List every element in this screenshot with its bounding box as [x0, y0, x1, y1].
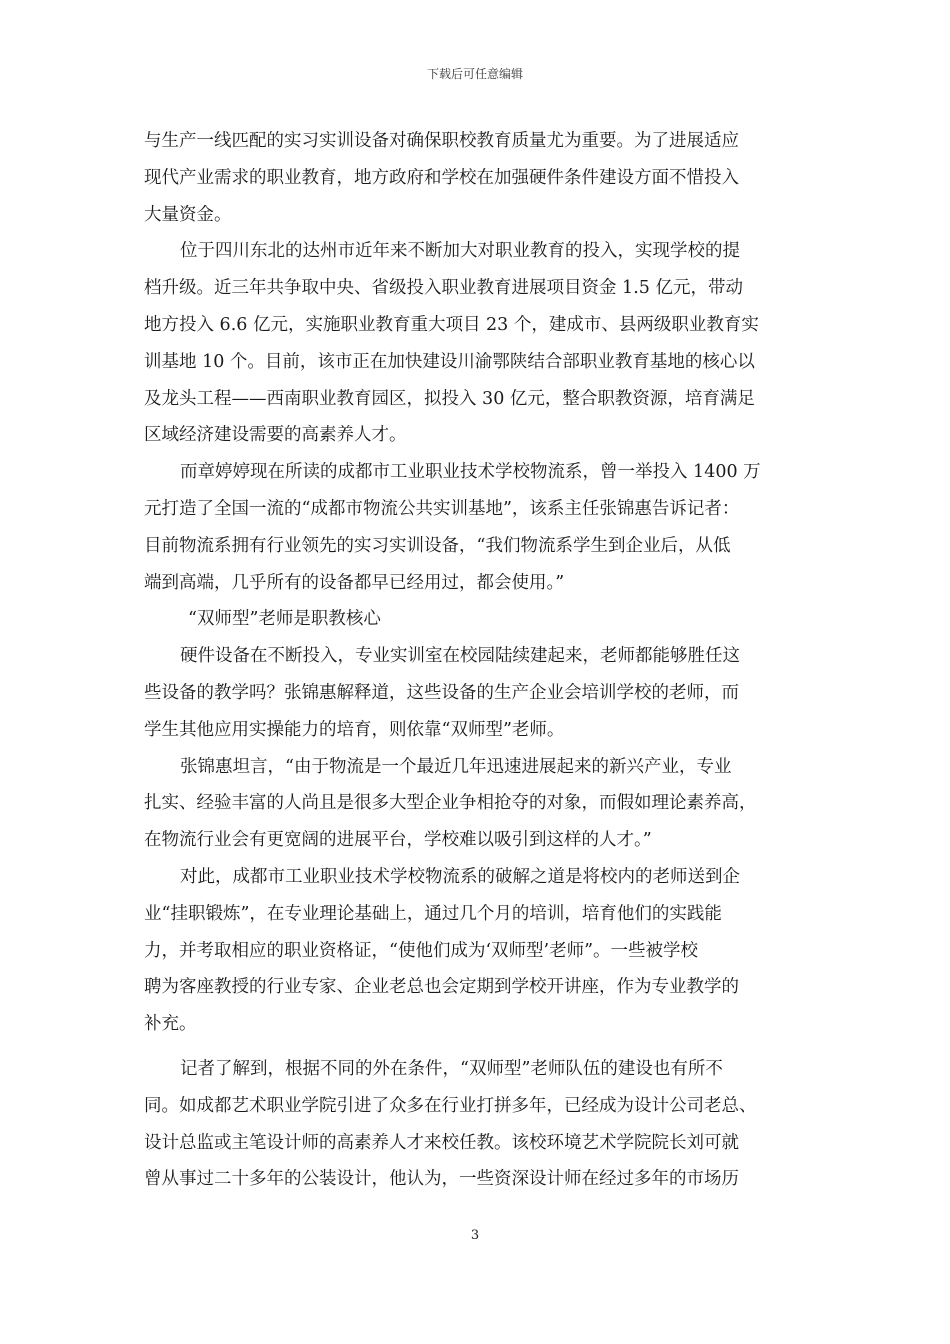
text-line: 档升级。近三年共争取中央、省级投入职业教育进展项目资金 1.5 亿元，带动: [144, 278, 743, 299]
document-body: [144, 123, 810, 1198]
text-line: 硬件设备在不断投入，专业实训室在校园陆续建起来，老师都能够胜任这: [180, 646, 740, 667]
text-line: 区域经济建设需要的高素养人才。: [144, 425, 407, 446]
text-line: 而章婷婷现在所读的成都市工业职业技术学校物流系，曾一举投入 1400 万: [180, 462, 761, 483]
text-line: 大量资金。: [144, 204, 232, 225]
text-line: 同。如成都艺术职业学院引进了众多在行业打拼多年，已经成为设计公司老总、: [144, 1095, 757, 1116]
text-line: 在物流行业会有更宽阔的进展平台，学校难以吸引到这样的人才。”: [144, 830, 652, 851]
text-line: 些设备的教学吗？张锦惠解释道，这些设备的生产企业会培训学校的老师，而: [144, 682, 739, 703]
section-subheading: [144, 601, 810, 638]
paragraph-6: [144, 859, 810, 1043]
text-line: 及龙头工程——西南职业教育园区，拟投入 30 亿元，整合职教资源，培育满足: [144, 388, 755, 409]
text-line: 业“挂职锻炼”，在专业理论基础上，通过几个月的培训，培育他们的实践能: [144, 903, 722, 924]
page-header: 下载后可任意编辑: [426, 67, 523, 81]
text-line: 位于四川东北的达州市近年来不断加大对职业教育的投入，实现学校的提: [180, 241, 740, 262]
text-line: 补充。: [144, 1014, 197, 1035]
paragraph-3: [144, 454, 810, 601]
paragraph-1: [144, 123, 810, 233]
text-line: 聘为客座教授的行业专家、企业老总也会定期到学校开讲座，作为专业教学的: [144, 977, 739, 998]
text-line: 地方投入 6.6 亿元，实施职业教育重大项目 23 个，建成市、县两级职业教育实: [144, 314, 759, 335]
paragraph-5: [144, 749, 810, 859]
text-line: 曾从事过二十多年的公装设计，他认为，一些资深设计师在经过多年的市场历: [144, 1169, 739, 1190]
text-line: 对此，成都市工业职业技术学校物流系的破解之道是将校内的老师送到企: [180, 866, 740, 887]
text-line: 扎实、经验丰富的人尚且是很多大型企业争相抢夺的对象，而假如理论素养高，: [144, 793, 757, 814]
text-line: 与生产一线匹配的实习实训设备对确保职校教育质量尤为重要。为了进展适应: [144, 131, 739, 151]
paragraph-gap: [144, 1043, 810, 1051]
text-line: 张锦惠坦言，“由于物流是一个最近几年迅速进展起来的新兴产业，专业: [180, 756, 732, 777]
text-line: 力，并考取相应的职业资格证，“使他们成为‘双师型’老师”。一些被学校: [144, 940, 699, 961]
subheading-text: “双师型”老师是职教核心: [188, 609, 381, 630]
paragraph-4: [144, 638, 810, 748]
text-line: 现代产业需求的职业教育，地方政府和学校在加强硬件条件建设方面不惜投入: [144, 167, 739, 188]
text-line: 记者了解到，根据不同的外在条件，“双师型”老师队伍的建设也有所不: [180, 1058, 723, 1079]
text-line: 设计总监或主笔设计师的高素养人才来校任教。该校环境艺术学院院长刘可就: [144, 1132, 739, 1153]
paragraph-2: [144, 233, 810, 454]
text-line: 训基地 10 个。目前，该市正在加快建设川渝鄂陕结合部职业教育基地的核心以: [144, 351, 755, 372]
text-line: 目前物流系拥有行业领先的实习实训设备，“我们物流系学生到企业后，从低: [144, 535, 731, 556]
page-number: 3: [470, 1228, 480, 1243]
text-line: 端到高端，几乎所有的设备都早已经用过，都会使用。”: [144, 572, 565, 593]
text-line: 学生其他应用实操能力的培育，则依靠“双师型”老师。: [144, 719, 565, 740]
paragraph-7: [144, 1051, 810, 1198]
text-line: 元打造了全国一流的“成都市物流公共实训基地”，该系主任张锦惠告诉记者：: [144, 498, 740, 519]
